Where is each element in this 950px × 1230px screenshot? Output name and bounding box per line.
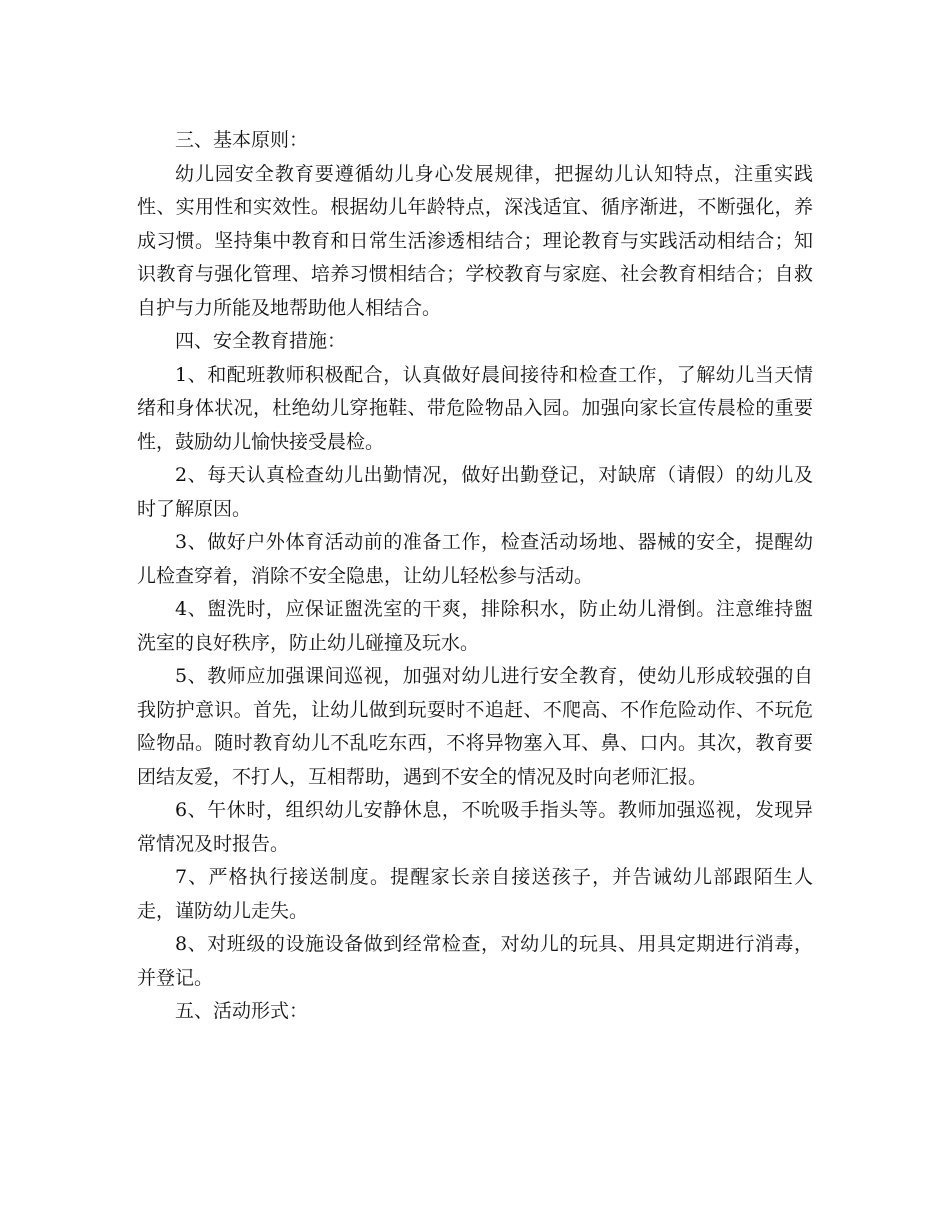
- measure-item-1: 1、和配班教师积极配合，认真做好晨间接待和检查工作，了解幼儿当天情绪和身体状况，杜绝幼儿穿拖鞋、带危险物品入园。加强向家长宣传晨检的重要性，鼓励幼儿愉快接受晨检。: [137, 363, 813, 453]
- measure-item-8: 8、对班级的设施设备做到经常检查，对幼儿的玩具、用具定期进行消毒，并登记。: [137, 933, 813, 989]
- measure-item-3: 3、做好户外体育活动前的准备工作，检查活动场地、器械的安全，提醒幼儿检查穿着，消除不安全隐患，让幼儿轻松参与活动。: [137, 531, 813, 587]
- paragraph-basic-principles: 幼儿园安全教育要遵循幼儿身心发展规律，把握幼儿认知特点，注重实践性、实用性和实效性。根据幼儿年龄特点，深浅适宜、循序渐进，不断强化，养成习惯。坚持集中教育和日常生活渗透相结合；理论教育与实践活动相结合；知识教育与强化管理、培养习惯相结合；学校教育与家庭、社会教育相结合；自救自护与力所能及地帮助他人相结合。: [137, 162, 813, 319]
- document-body: [137, 124, 813, 1029]
- section-heading-activity-forms: 五、活动形式：: [175, 1000, 309, 1022]
- measure-item-7: 7、严格执行接送制度。提醒家长亲自接送孩子，并告诫幼儿部跟陌生人走，谨防幼儿走失。: [137, 866, 813, 922]
- measure-item-4: 4、盥洗时，应保证盥洗室的干爽，排除积水，防止幼儿滑倒。注意维持盥洗室的良好秩序，防止幼儿碰撞及玩水。: [137, 598, 813, 654]
- measure-item-6: 6、午休时，组织幼儿安静休息，不吮吸手指头等。教师加强巡视，发现异常情况及时报告。: [137, 799, 813, 855]
- measure-item-5: 5、教师应加强课间巡视，加强对幼儿进行安全教育，使幼儿形成较强的自我防护意识。首先，让幼儿做到玩耍时不追赶、不爬高、不作危险动作、不玩危险物品。随时教育幼儿不乱吃东西，不将异物塞入耳、鼻、口内。其次，教育要团结友爱，不打人，互相帮助，遇到不安全的情况及时向老师汇报。: [137, 665, 813, 788]
- measure-item-2: 2、每天认真检查幼儿出勤情况，做好出勤登记，对缺席（请假）的幼儿及时了解原因。: [137, 464, 813, 520]
- section-heading-basic-principles: 三、基本原则：: [175, 129, 309, 151]
- section-heading-safety-measures: 四、安全教育措施：: [175, 330, 347, 352]
